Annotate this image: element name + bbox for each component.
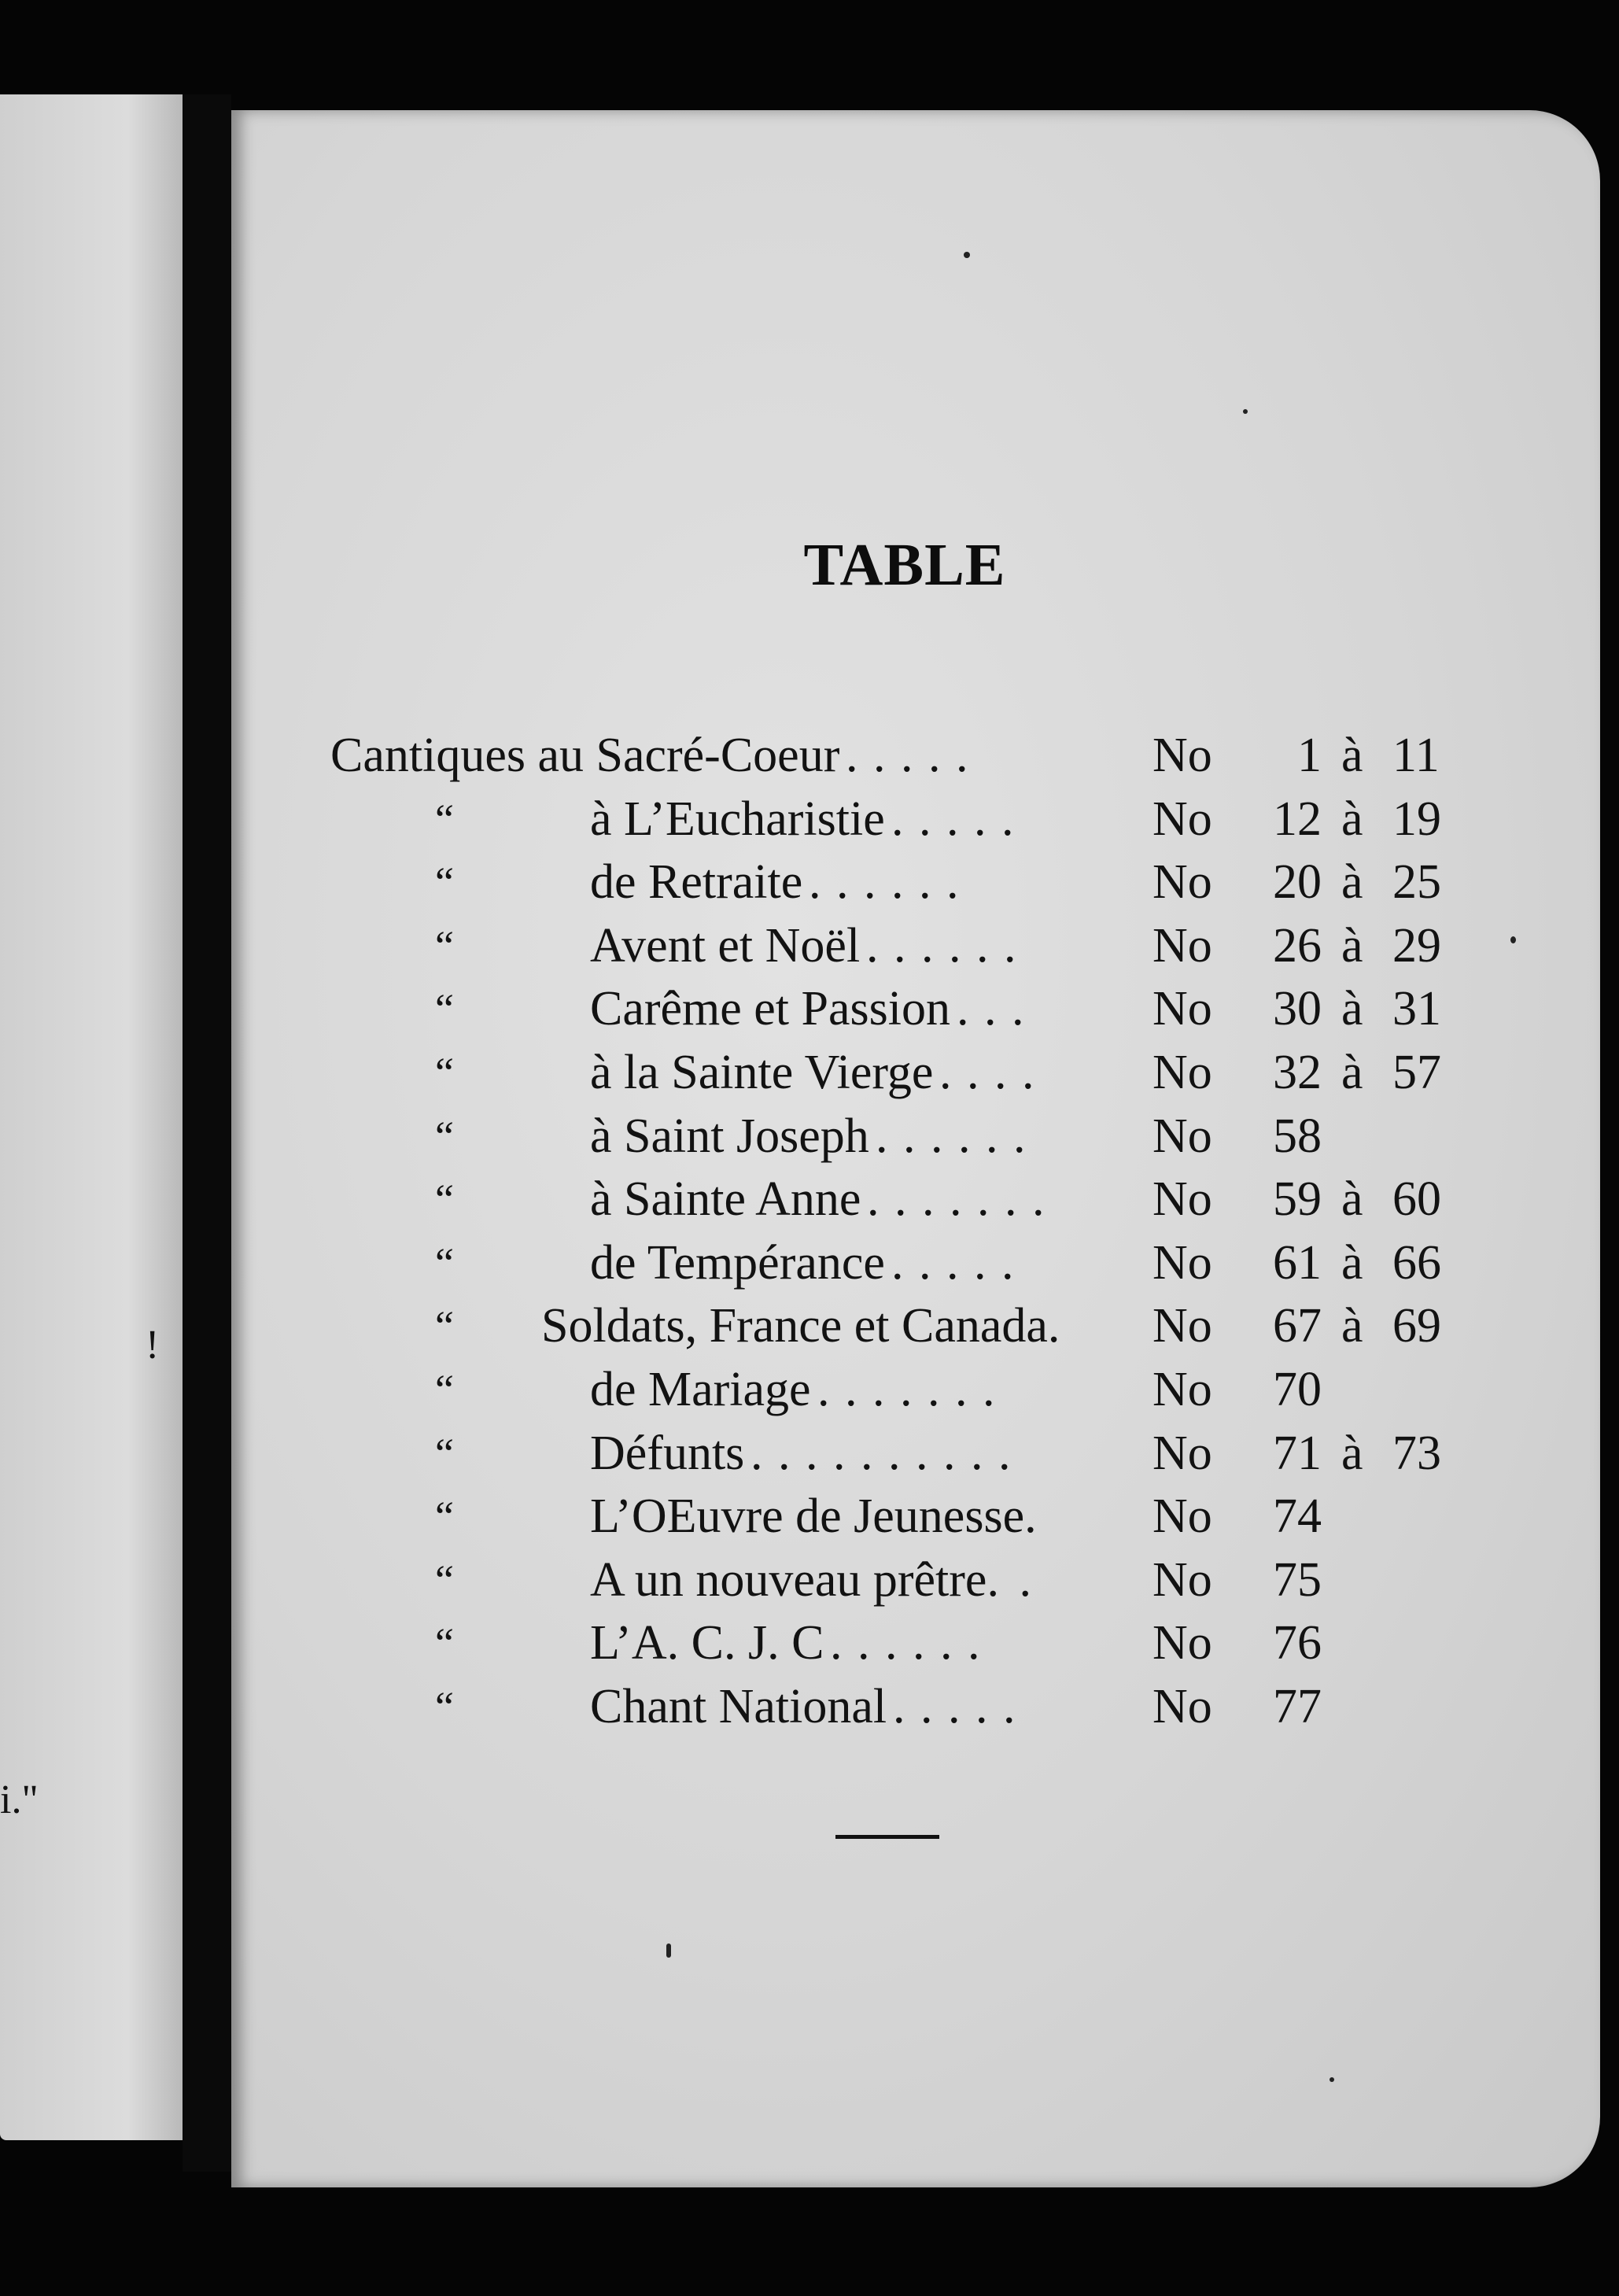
toc-leader-dots: . . . . [939, 1046, 1036, 1099]
toc-range-start: 75 [1273, 1552, 1322, 1607]
toc-ditto-mark: “ [435, 1049, 454, 1096]
toc-ditto-mark: “ [435, 1619, 454, 1667]
toc-number-prefix: No [1152, 982, 1212, 1036]
toc-number-prefix: No [1152, 1616, 1212, 1670]
left-page-fragment-exclamation: ! [146, 1323, 160, 1368]
toc-entry-label: Soldats, France et Canada. [541, 1299, 1060, 1353]
toc-leader-dots: . . . . . . [876, 1109, 1027, 1163]
toc-row [0, 1231, 1619, 1294]
toc-ditto-mark: “ [435, 985, 454, 1033]
toc-range-start: 70 [1273, 1363, 1322, 1416]
toc-number-prefix: No [1152, 855, 1212, 910]
toc-row [0, 1549, 1619, 1611]
toc-entry-label: à Sainte Anne [590, 1172, 861, 1227]
toc-entry-label: de Tempérance [590, 1235, 885, 1290]
toc-range-start: 77 [1273, 1680, 1322, 1733]
toc-number-prefix: No [1152, 1172, 1212, 1227]
toc-leader-dots: . . . . . [891, 1235, 1016, 1290]
toc-entry-label: A un nouveau prêtre. [590, 1552, 999, 1607]
toc-row [0, 1485, 1619, 1548]
toc-range-end: 11 [1392, 729, 1440, 782]
toc-range-start: 12 [1273, 792, 1322, 846]
toc-row [0, 1611, 1619, 1674]
toc-entry-label: Cantiques au Sacré-Coeur [330, 729, 840, 782]
toc-range-separator: à [1341, 1046, 1363, 1099]
toc-number-prefix: No [1152, 1680, 1212, 1733]
toc-row [0, 724, 1619, 787]
toc-range-separator: à [1341, 1235, 1363, 1290]
toc-ditto-mark: “ [435, 1176, 454, 1224]
toc-range-start: 32 [1273, 1046, 1322, 1099]
toc-ditto-mark: “ [435, 1429, 454, 1477]
toc-number-prefix: No [1152, 1489, 1212, 1544]
closing-rule [835, 1835, 939, 1839]
toc-row [0, 851, 1619, 914]
paper-speck [964, 252, 970, 258]
toc-range-start: 74 [1273, 1489, 1322, 1544]
toc-leader-dots: . . . . . . [866, 918, 1018, 973]
page-title: TABLE [803, 532, 1006, 598]
toc-number-prefix: No [1152, 792, 1212, 846]
toc-ditto-mark: “ [435, 858, 454, 906]
toc-row [0, 977, 1619, 1040]
toc-ditto-mark: “ [435, 1112, 454, 1160]
toc-range-end: 57 [1392, 1046, 1441, 1099]
toc-range-start: 30 [1273, 982, 1322, 1036]
toc-range-end: 60 [1392, 1172, 1441, 1227]
toc-range-end: 69 [1392, 1299, 1441, 1353]
toc-number-prefix: No [1152, 1426, 1212, 1480]
toc-leader-dots: . . . . . . [809, 855, 961, 910]
toc-leader-dots: . . . . . . . . . . [750, 1426, 1012, 1480]
toc-range-start: 71 [1273, 1426, 1322, 1480]
toc-leader-dots: . . . . . [893, 1680, 1017, 1733]
toc-row [0, 1041, 1619, 1104]
toc-entry-label: L’A. C. J. C [590, 1616, 824, 1670]
toc-range-separator: à [1341, 1426, 1363, 1480]
toc-range-separator: à [1341, 982, 1363, 1036]
toc-row [0, 914, 1619, 977]
toc-entry-label: L’OEuvre de Jeunesse. [590, 1489, 1037, 1544]
toc-ditto-mark: “ [435, 795, 454, 843]
toc-ditto-mark: “ [435, 1366, 454, 1413]
paper-speck [1243, 409, 1248, 414]
toc-ditto-mark: “ [435, 1302, 454, 1350]
toc-number-prefix: No [1152, 1363, 1212, 1416]
toc-row [0, 1422, 1619, 1485]
toc-leader-dots: . . . . . . . [817, 1363, 997, 1416]
toc-leader-dots: . . . . . . . [867, 1172, 1046, 1227]
toc-range-start: 1 [1297, 729, 1322, 782]
toc-leader-dots: . . . . . [891, 792, 1016, 846]
toc-range-end: 66 [1392, 1235, 1441, 1290]
toc-range-separator: à [1341, 855, 1363, 910]
toc-ditto-mark: “ [435, 1238, 454, 1286]
toc-leader-dots: . . . . . . [830, 1616, 982, 1670]
toc-entry-label: de Mariage [590, 1363, 811, 1416]
toc-row [0, 1675, 1619, 1738]
toc-row [0, 1294, 1619, 1357]
left-page-fragment-quote: i." [0, 1777, 39, 1822]
toc-leader-dots: . . . . . [846, 729, 970, 782]
toc-range-start: 76 [1273, 1616, 1322, 1670]
toc-leader-dots: . . . [957, 982, 1026, 1036]
toc-range-start: 59 [1273, 1172, 1322, 1227]
toc-range-end: 73 [1392, 1426, 1441, 1480]
toc-row [0, 1105, 1619, 1168]
toc-range-start: 20 [1273, 855, 1322, 910]
toc-range-start: 67 [1273, 1299, 1322, 1353]
toc-entry-label: de Retraite [590, 855, 803, 910]
toc-row [0, 1358, 1619, 1421]
toc-entry-label: Avent et Noël [590, 918, 861, 973]
toc-entry-label: à Saint Joseph [590, 1109, 869, 1163]
toc-leader-dots: . [1005, 1552, 1033, 1607]
toc-number-prefix: No [1152, 918, 1212, 973]
toc-entry-label: Carême et Passion [590, 982, 951, 1036]
paper-speck [1510, 936, 1516, 943]
toc-ditto-mark: “ [435, 1556, 454, 1604]
toc-range-end: 19 [1392, 792, 1441, 846]
toc-number-prefix: No [1152, 729, 1212, 782]
toc-range-end: 29 [1392, 918, 1441, 973]
toc-row [0, 788, 1619, 851]
toc-range-start: 61 [1273, 1235, 1322, 1290]
toc-number-prefix: No [1152, 1552, 1212, 1607]
toc-range-start: 58 [1273, 1109, 1322, 1163]
toc-range-start: 26 [1273, 918, 1322, 973]
toc-entry-label: Défunts [590, 1426, 745, 1480]
paper-speck [666, 1943, 671, 1958]
toc-ditto-mark: “ [435, 1683, 454, 1730]
toc-range-separator: à [1341, 1172, 1363, 1227]
toc-row [0, 1168, 1619, 1231]
toc-range-separator: à [1341, 729, 1363, 782]
toc-entry-label: à la Sainte Vierge [590, 1046, 934, 1099]
toc-ditto-mark: “ [435, 1493, 454, 1541]
toc-number-prefix: No [1152, 1299, 1212, 1353]
paper-speck [1329, 2077, 1334, 2082]
toc-number-prefix: No [1152, 1046, 1212, 1099]
toc-range-separator: à [1341, 918, 1363, 973]
toc-entry-label: Chant National [590, 1680, 887, 1733]
toc-range-end: 31 [1392, 982, 1441, 1036]
toc-range-end: 25 [1392, 855, 1441, 910]
toc-range-separator: à [1341, 1299, 1363, 1353]
toc-ditto-mark: “ [435, 921, 454, 969]
toc-number-prefix: No [1152, 1109, 1212, 1163]
toc-range-separator: à [1341, 792, 1363, 846]
toc-number-prefix: No [1152, 1235, 1212, 1290]
toc-entry-label: à L’Eucharistie [590, 792, 885, 846]
